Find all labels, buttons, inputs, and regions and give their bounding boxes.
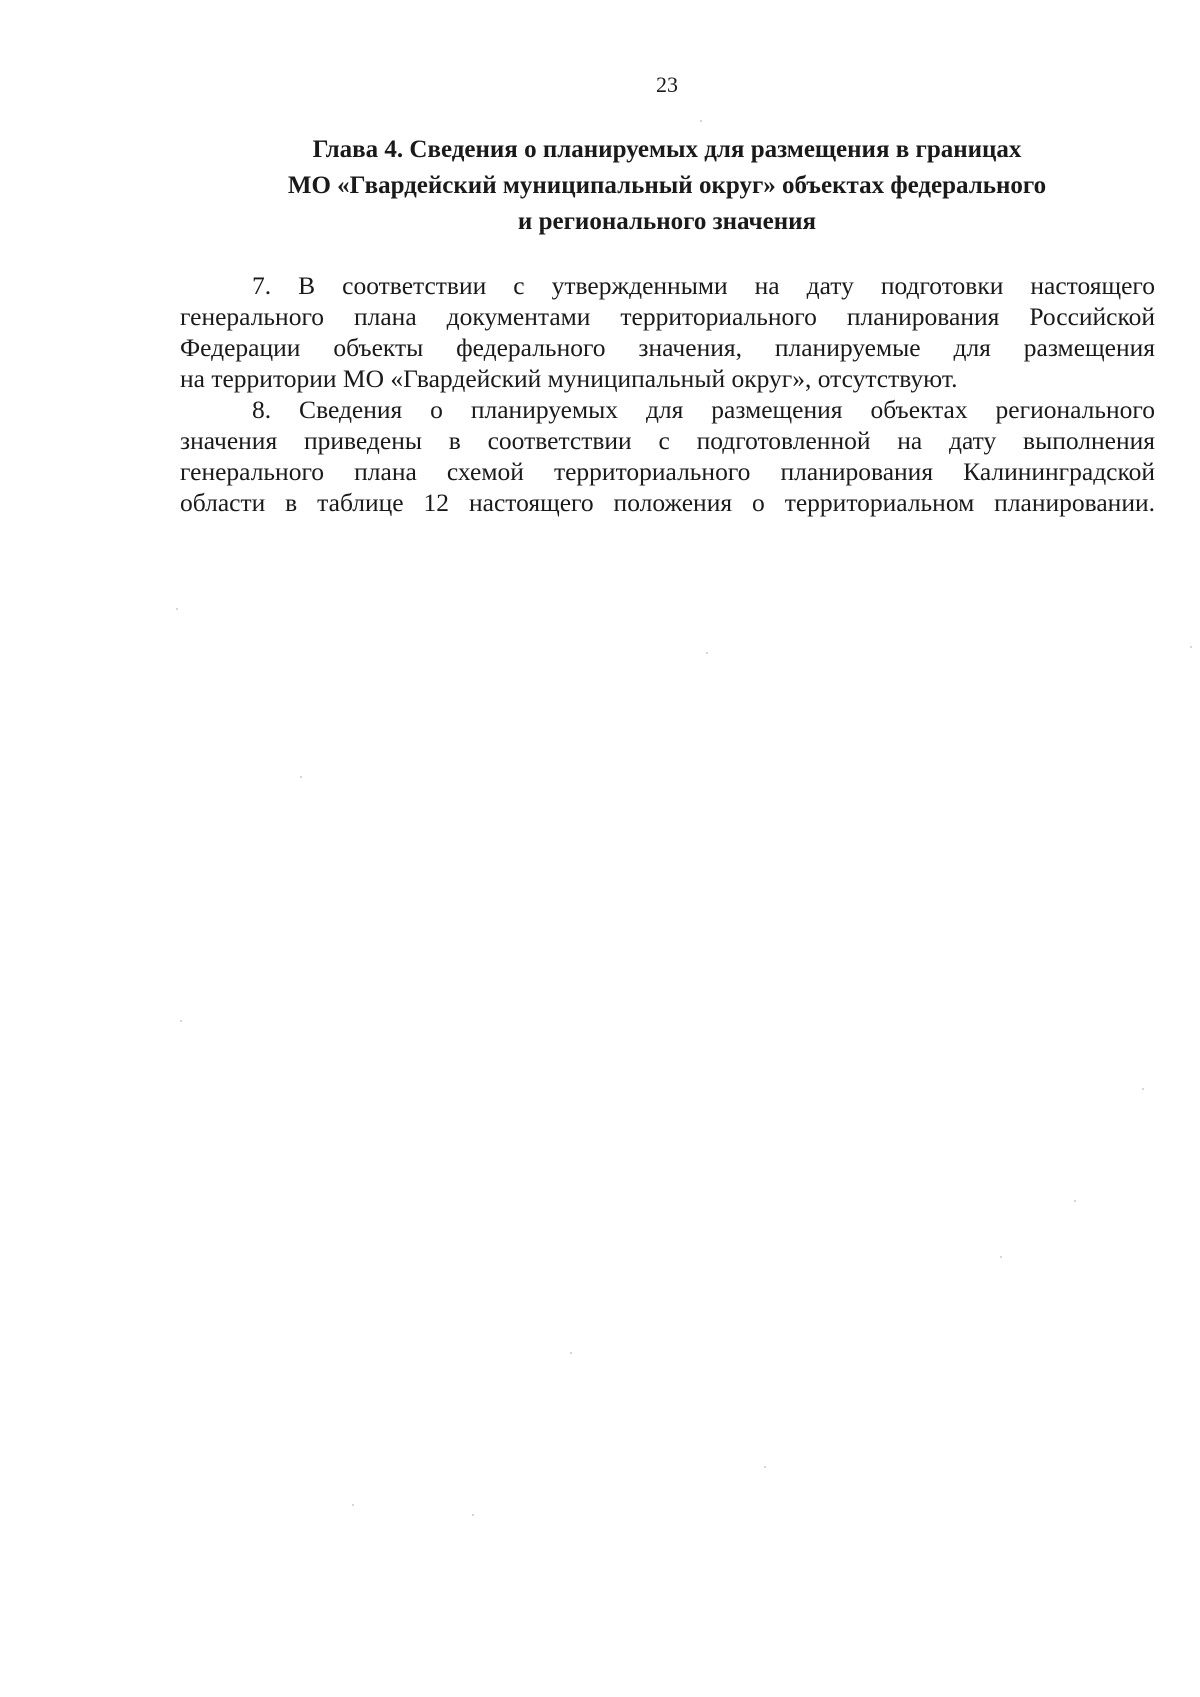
paragraph-line: 7. В соответствии с утвержденными на дату подготовки настоящего — [252, 271, 1155, 300]
paragraph-line: генерального плана документами территориального планирования Российской — [180, 302, 1155, 331]
page-number: 23 — [656, 72, 678, 97]
chapter-title-line: Глава 4. Сведения о планируемых для размещения в границах — [312, 136, 1022, 163]
paragraph-line: значения приведены в соответствии с подготовленной на дату выполнения — [180, 426, 1155, 455]
scan-speck — [764, 1466, 766, 1468]
scan-speck — [472, 1514, 474, 1516]
paragraph-8 — [180, 394, 1155, 518]
scan-speck — [570, 1352, 572, 1354]
body-text — [180, 270, 1155, 518]
paragraph-line: 8. Сведения о планируемых для размещения объектах регионального — [252, 395, 1155, 424]
paragraph-line: на территории МО «Гвардейский муниципальный округ», отсутствуют. — [180, 364, 958, 393]
paragraph-7 — [180, 270, 1155, 394]
scan-speck — [176, 608, 178, 610]
chapter-title — [160, 132, 1174, 240]
chapter-title-line: и регионального значения — [517, 208, 817, 235]
scan-speck — [700, 120, 702, 122]
paragraph-line: Федерации объекты федерального значения, планируемые для размещения — [180, 333, 1155, 362]
paragraph-line: генерального плана схемой территориального планирования Калининградской — [180, 457, 1155, 486]
scan-speck — [1190, 646, 1192, 648]
paragraph-line: области в таблице 12 настоящего положения о территориальном планировании. — [180, 488, 1155, 517]
chapter-title-line: МО «Гвардейский муниципальный округ» объектах федерального — [287, 172, 1047, 199]
scan-speck — [1074, 1200, 1076, 1202]
scan-speck — [180, 1020, 182, 1022]
scan-speck — [1142, 1088, 1144, 1090]
scan-speck — [706, 652, 708, 654]
scan-speck — [300, 776, 302, 778]
scan-speck — [352, 1504, 354, 1506]
scan-speck — [1000, 1256, 1002, 1258]
